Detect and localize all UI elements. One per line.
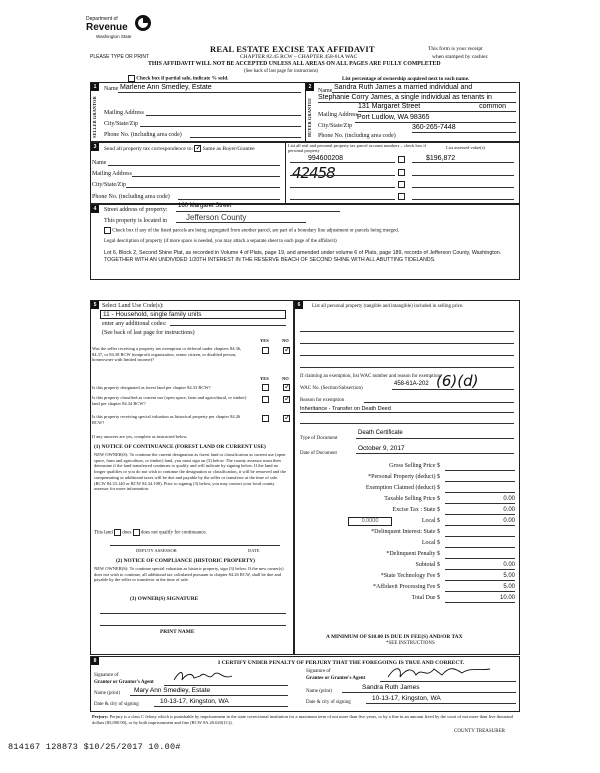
- buyer-name-line1: Sandra Ruth James a married individual and: [334, 84, 473, 91]
- county-treasurer: COUNTY TREASURER: [454, 729, 505, 734]
- q-forest-no[interactable]: [283, 384, 290, 391]
- q-historic-yes[interactable]: [262, 415, 269, 422]
- reason-field-2[interactable]: [300, 405, 514, 413]
- section-4-number: 4: [91, 205, 99, 213]
- fee-delinq-local-label: Local $: [421, 540, 440, 546]
- section-divider: [305, 82, 306, 142]
- fee-delinq-local-value[interactable]: [445, 540, 515, 548]
- chapter-line: CHAPTER 82.45 RCW – CHAPTER 458-61A WAC: [240, 54, 358, 60]
- fee-exemption-value[interactable]: [445, 485, 515, 493]
- assessor-sign-line[interactable]: [110, 538, 280, 546]
- wac-label: WAC No. (Section/Subsection): [300, 386, 363, 391]
- assessor-date-label: DATE: [248, 548, 260, 553]
- buyer-mailing-field[interactable]: [358, 103, 516, 112]
- county-field[interactable]: [176, 214, 306, 223]
- street-field[interactable]: [176, 203, 340, 212]
- seller-phone-field[interactable]: [190, 130, 301, 138]
- doc-type-label: Type of Document: [300, 436, 338, 441]
- seller-name-label: Name: [104, 86, 119, 92]
- parcel-3-personal-checkbox[interactable]: [398, 181, 405, 188]
- minimum-notice: A MINIMUM OF $10.00 IS DUE IN FEE(S) AND/OR TAX: [326, 634, 463, 640]
- no-header-2: NO: [282, 376, 289, 381]
- reason-field-3[interactable]: [300, 416, 514, 424]
- owner-signature-field[interactable]: [100, 606, 286, 614]
- print-name-label: PRINT NAME: [160, 629, 195, 635]
- seller-name-field[interactable]: [118, 84, 301, 93]
- fee-delinq-pen-label: *Delinquent Penalty $: [386, 551, 440, 557]
- grantor-date-label: Date & city of signing: [94, 702, 139, 707]
- section-1-number: 1: [91, 83, 99, 91]
- dor-logo-line3: Washington State: [96, 34, 132, 39]
- notice-1-body: NEW OWNER(S): To continue the current designation as forest land or classification as current use (open space, farm and agriculture, or timber) land, you must sign on (3) below. The county assessor must then determine if the land transferred continues to qualify and will indicate by signing below. If the land no longer qualifies or you do not wish to continue the designation or classification, it will be removed and the compensating or additional taxes will be due and payable by the seller or transferor at the time of sale. (RCW 84.33.140 or RCW 84.34.108). Prior to signing (3) below, you may contact your local county assessor for more information.: [94, 452, 286, 492]
- fee-local-label: Local $: [421, 518, 440, 524]
- tax-corr-row: [104, 145, 255, 152]
- assessed-field-4[interactable]: [412, 192, 514, 200]
- fee-processing-value[interactable]: 5.00: [445, 584, 515, 592]
- fee-personal-label: *Personal Property (deduct) $: [368, 474, 440, 480]
- notice-2-body: NEW OWNER(S): To continue special valuation as historic property, sign (3) below. If the new owner(s) does not wish to continue, all additional tax calculated pursuant to chapter 84.26 RCW, shall be due and payable by the seller or transferor at the time of sale.: [94, 566, 284, 583]
- q-exemption-yes[interactable]: [262, 347, 269, 354]
- parcel-header: List all real and personal property tax parcel account numbers – check box if personal property: [288, 143, 427, 153]
- fee-delinq-int-label: *Delinquent Interest: State $: [371, 529, 440, 535]
- fee-tech-label: *State Technology Fee $: [380, 573, 440, 579]
- reason-value: Inheritance - Transfer on Death Deed: [300, 406, 391, 412]
- fee-subtotal-value[interactable]: 0.00: [445, 562, 515, 570]
- buyer-phone-field[interactable]: [412, 124, 516, 133]
- dor-logo-line2: Revenue: [86, 22, 128, 33]
- fee-total-value[interactable]: 10.00: [445, 595, 515, 603]
- fee-local: [300, 518, 515, 527]
- fee-exemption-label: Exemption Claimed (deduct) $: [365, 485, 440, 491]
- certify-text: I CERTIFY UNDER PENALTY OF PERJURY THAT THE FOREGOING IS TRUE AND CORRECT.: [218, 660, 465, 666]
- buyer-name-field-2[interactable]: [318, 94, 516, 103]
- q-current-use-yes[interactable]: [262, 396, 269, 403]
- segregated-label: Check box if any of the listed parcels are being segregated from another parcel, are part of a boundary line adjustment or parcels being merged.: [112, 228, 399, 234]
- fee-total-label: Total Due $: [411, 595, 440, 601]
- q-historic-no[interactable]: [283, 415, 290, 422]
- grantee-agent-label: Grantee or Grantee's Agent: [306, 676, 366, 681]
- fee-gross-value[interactable]: [445, 463, 515, 471]
- located-label: This property is located in: [104, 218, 167, 224]
- partial-sale-label: Check box if partial sale, indicate % sold.: [136, 75, 229, 82]
- personal-property-line-4[interactable]: [300, 360, 514, 368]
- see-instructions: *SEE INSTRUCTIONS: [386, 641, 435, 646]
- ownership-instruction: List percentage of ownership acquired next to each name.: [342, 76, 470, 82]
- grantor-signature-field[interactable]: [164, 676, 288, 686]
- section-3-divider: [285, 142, 286, 204]
- buyer-common: common: [479, 103, 506, 110]
- fee-local-value[interactable]: 0.00: [445, 518, 515, 526]
- does-not-label: does not: [140, 530, 158, 536]
- wac-value: 458-61A-202: [394, 381, 429, 387]
- fee-delinq-pen: [300, 551, 515, 560]
- buyer-name-line2: Stephanie Corry James, a single individual as tenants in: [318, 94, 492, 101]
- fee-total: [300, 595, 515, 604]
- fee-state-value[interactable]: 0.00: [445, 507, 515, 515]
- street-value: 160 Margaret Street: [178, 203, 232, 209]
- fee-delinq-local: [300, 540, 515, 549]
- fee-taxable-label: Taxable Selling Price $: [384, 496, 440, 502]
- q-instructions: If any answers are yes, complete as instructed below.: [92, 434, 188, 439]
- grantee-name-field[interactable]: [342, 684, 516, 693]
- fee-delinq-int-value[interactable]: [445, 529, 515, 537]
- personal-property-line-1[interactable]: [300, 324, 514, 332]
- section-2-number: 2: [306, 83, 314, 91]
- fee-personal-value[interactable]: [445, 474, 515, 482]
- grantee-name-label: Name (print): [306, 689, 332, 694]
- additional-codes-field[interactable]: [170, 319, 286, 326]
- street-label: Street address of property:: [104, 207, 168, 213]
- deputy-assessor-label: DEPUTY ASSESSOR: [136, 548, 177, 553]
- grantor-sig-of: Signature of: [94, 673, 119, 678]
- wac-handwritten: (6)(d): [436, 372, 479, 390]
- legal-description: Lot 6, Block 2, Second Shine Plat, as recorded in Volume 4 of Plats, page 19, and amended under volume 6 of Plats, page 189, records of Jefferson County, Washington. TOGETHER WITH AN UNDIVIDED 1/20TH INTEREST IN THE RESERVE BEACH OF SECOND SHINE WITH ALL ABUTTING TIDELANDS.: [104, 250, 502, 263]
- seller-city-field[interactable]: [140, 119, 301, 127]
- fee-processing: [300, 584, 515, 593]
- personal-property-line-2[interactable]: [300, 336, 514, 344]
- same-as-buyer-label: Same as Buyer/Grantee: [202, 145, 255, 152]
- fee-tech-value[interactable]: 5.00: [445, 573, 515, 581]
- section-6-number: 6: [295, 301, 303, 309]
- parcel-1-personal-checkbox[interactable]: [398, 156, 405, 163]
- dor-logo-icon: [134, 14, 152, 32]
- tax-mailing-label: Mailing Address: [92, 171, 132, 177]
- parcel-4-personal-checkbox[interactable]: [398, 193, 405, 200]
- form-title: REAL ESTATE EXCISE TAX AFFIDAVIT: [210, 44, 375, 54]
- see-back-header: (See back of last page for instructions): [244, 69, 319, 74]
- land-use-see-back: (See back of last page for instructions): [102, 330, 195, 336]
- handwritten-parcel: 42458: [292, 164, 335, 182]
- this-land-row: [94, 529, 207, 536]
- q-exemption-no[interactable]: [283, 347, 290, 354]
- tax-corr-label: Send all property tax correspondence to:: [104, 145, 194, 152]
- assessed-value: $196,872: [426, 155, 456, 162]
- buyer-city-label: City/State/Zip: [318, 123, 352, 129]
- yes-header-1: YES: [260, 338, 269, 343]
- grantor-signature: [172, 668, 262, 684]
- doc-date-value: October 9, 2017: [358, 445, 405, 452]
- q-historic: Is this property receiving special valuation as historical property per chapter 84.26 RCW?: [92, 414, 241, 425]
- legal-label: Legal description of property (if more space is needed, you may attach a separate sheet to each page of the affidavit): [104, 239, 337, 244]
- assessed-field-3[interactable]: [412, 180, 514, 188]
- tax-city-field[interactable]: [126, 180, 280, 188]
- recording-stamp: 814167 128873 $10/25/2017 10.00#: [8, 742, 181, 752]
- personal-property-text: List all personal property (tangible and intangible) included in selling price.: [312, 304, 464, 309]
- assessed-header: List assessed value(s): [446, 145, 485, 150]
- fee-subtotal: [300, 562, 515, 571]
- receipt-note-1: This form is your receipt: [428, 46, 483, 52]
- county-value: Jefferson County: [186, 213, 247, 222]
- fee-gross-label: Gross Selling Price $: [389, 463, 440, 469]
- tax-phone-field[interactable]: [178, 192, 280, 200]
- land-use-selected: 11 - Household, single family units: [103, 311, 202, 318]
- yes-header-2: YES: [260, 376, 269, 381]
- dor-logo: [86, 14, 156, 46]
- please-type: PLEASE TYPE OR PRINT: [90, 54, 150, 60]
- grantee-name: Sandra Ruth James: [362, 684, 420, 691]
- land-use-label: Select Land Use Code(s):: [102, 303, 164, 309]
- assessed-field-1[interactable]: [412, 155, 514, 163]
- fee-state-label: Excise Tax : State $: [392, 507, 440, 513]
- doc-date-field[interactable]: [356, 445, 514, 454]
- grantee-date-field[interactable]: [366, 695, 516, 704]
- notice-1-title: (1) NOTICE OF CONTINUANCE (FOREST LAND OR CURRENT USE): [94, 444, 266, 450]
- fee-delinq-int: [300, 529, 515, 538]
- q-current-use-no[interactable]: [283, 396, 290, 403]
- grantor-name-field[interactable]: [130, 687, 288, 696]
- q-current-use: Is this property classified as current use (open space, farm and agricultural, or timber) land per chapter 84.34 RCW?: [92, 395, 247, 406]
- grantor-name-label: Name (print): [94, 691, 120, 696]
- parcel-2-personal-checkbox[interactable]: [398, 169, 405, 176]
- parcel-field-4[interactable]: [290, 192, 395, 200]
- parcel-field-1[interactable]: [290, 155, 395, 163]
- fee-delinq-pen-value[interactable]: [445, 551, 515, 559]
- fee-processing-label: *Affidavit Processing Fee $: [372, 584, 440, 590]
- this-land-label: This land: [94, 530, 113, 536]
- grantee-signature: [386, 663, 496, 681]
- parcel-field-2[interactable]: [290, 168, 395, 176]
- doc-type-value: Death Certificate: [358, 430, 403, 436]
- grantee-signature-field[interactable]: [380, 672, 516, 682]
- fee-taxable: [300, 496, 515, 505]
- grantee-date-label: Date & city of signing: [306, 700, 351, 705]
- seller-city-label: City/State/Zip: [104, 121, 138, 127]
- does-checkbox[interactable]: [114, 529, 121, 536]
- q-exemption: Was the seller receiving a property tax exemption or deferral under chapters 84.36, 84.37, or 84.38 RCW (nonprofit organization, senior citizen, or disabled person, homeowner with limited income)?: [92, 346, 242, 363]
- buyer-phone: 360-265-7448: [412, 124, 456, 131]
- buyer-city: Port Ludlow, WA 98365: [357, 114, 430, 121]
- partial-sale-row: [128, 75, 228, 82]
- same-as-buyer-checkbox[interactable]: [194, 145, 201, 152]
- seller-side-label: SELLER GRANTOR: [92, 96, 97, 138]
- land-use-select[interactable]: [100, 310, 286, 319]
- grantee-date: 10-13-17, Kingston, WA: [372, 695, 441, 702]
- seller-name: Marlene Ann Smedley, Estate: [120, 84, 212, 91]
- section-5-number: 5: [91, 301, 99, 309]
- no-header-1: NO: [282, 338, 289, 343]
- segregated-checkbox[interactable]: [104, 227, 111, 234]
- buyer-mailing: 131 Margaret Street: [358, 103, 421, 110]
- doc-type-field[interactable]: [356, 430, 514, 439]
- doc-date-label: Date of Document: [300, 451, 337, 456]
- fee-exemption: [300, 485, 515, 494]
- does-not-checkbox[interactable]: [133, 529, 140, 536]
- buyer-side-label: BUYER GRANTEE: [307, 97, 312, 137]
- tax-phone-label: Phone No. (including area code): [92, 194, 170, 200]
- fee-tech: [300, 573, 515, 582]
- perjury-text: Perjury is a class C felony which is punishable by imprisonment in the state correctional institution for a maximum term of not more than five years, or by a fine in an amount fixed by the court of not more than five thousand dollars ($5,000.00), or by both imprisonment and fine (RCW 9A.20.020(1C)).: [92, 714, 513, 725]
- fee-subtotal-label: Subtotal $: [415, 562, 440, 568]
- seller-mailing-field[interactable]: [146, 108, 301, 116]
- owner-print-field[interactable]: [100, 618, 286, 626]
- buyer-name-label: Name: [318, 88, 333, 94]
- q-forest-yes[interactable]: [262, 384, 269, 391]
- section-8-number: 8: [91, 657, 99, 665]
- does-label: does: [122, 530, 132, 536]
- buyer-name-field[interactable]: [332, 84, 516, 93]
- reason-label: Reason for exemption: [300, 398, 345, 403]
- partial-sale-checkbox[interactable]: [128, 75, 135, 82]
- q-forest: Is this property designated as forest land per chapter 84.33 RCW?: [92, 385, 211, 390]
- warning-text: THIS AFFIDAVIT WILL NOT BE ACCEPTED UNLESS ALL AREAS ON ALL PAGES ARE FULLY COMPLETED: [148, 61, 441, 67]
- section-3-number: 3: [91, 143, 99, 151]
- fee-gross: [300, 463, 515, 472]
- fee-taxable-value[interactable]: 0.00: [445, 496, 515, 504]
- tax-name-field[interactable]: [108, 158, 280, 166]
- owner-signature-label: (3) OWNER(S) SIGNATURE: [130, 596, 199, 602]
- fee-state: [300, 507, 515, 516]
- receipt-note-2: when stamped by cashier.: [432, 54, 489, 60]
- seller-phone-label: Phone No. (including area code): [104, 132, 182, 138]
- personal-property-line-3[interactable]: [300, 348, 514, 356]
- notice-2-title: (2) NOTICE OF COMPLIANCE (HISTORIC PROPERTY): [116, 558, 255, 564]
- dor-logo-line1: Department of: [86, 16, 118, 22]
- additional-codes-label: enter any additional codes:: [102, 321, 167, 327]
- grantee-sig-of: Signature of: [306, 669, 331, 674]
- grantor-date-field[interactable]: [154, 698, 288, 707]
- grantor-date: 10-13-17, Kingston, WA: [160, 698, 229, 705]
- reason-field-1[interactable]: [364, 395, 514, 403]
- tax-city-label: City/State/Zip: [92, 182, 126, 188]
- parcel-field-3[interactable]: [290, 180, 395, 188]
- local-rate-box[interactable]: 0.0000: [348, 517, 392, 526]
- parcel-number: 994600208: [308, 155, 344, 162]
- exemption-claim: If claiming an exemption, list WAC number and reason for exemption:: [300, 374, 442, 379]
- buyer-phone-label: Phone No. (including area code): [318, 133, 396, 139]
- perjury-notice: [92, 714, 518, 726]
- assessed-field-2[interactable]: [412, 168, 514, 176]
- segregated-row: [104, 227, 399, 234]
- tax-mailing-field[interactable]: [132, 169, 280, 177]
- seller-mailing-label: Mailing Address: [104, 110, 144, 116]
- grantor-name: Mary Ann Smedley, Estate: [134, 687, 211, 694]
- buyer-city-field[interactable]: [355, 114, 516, 123]
- grantor-agent-label: Grantor or Grantor's Agent: [94, 680, 154, 685]
- buyer-mailing-label: Mailing Address: [318, 112, 358, 118]
- fee-personal: [300, 474, 515, 483]
- perjury-label: Perjury:: [92, 714, 109, 719]
- tax-name-label: Name: [92, 160, 107, 166]
- qualify-label: qualify for continuance.: [158, 530, 207, 536]
